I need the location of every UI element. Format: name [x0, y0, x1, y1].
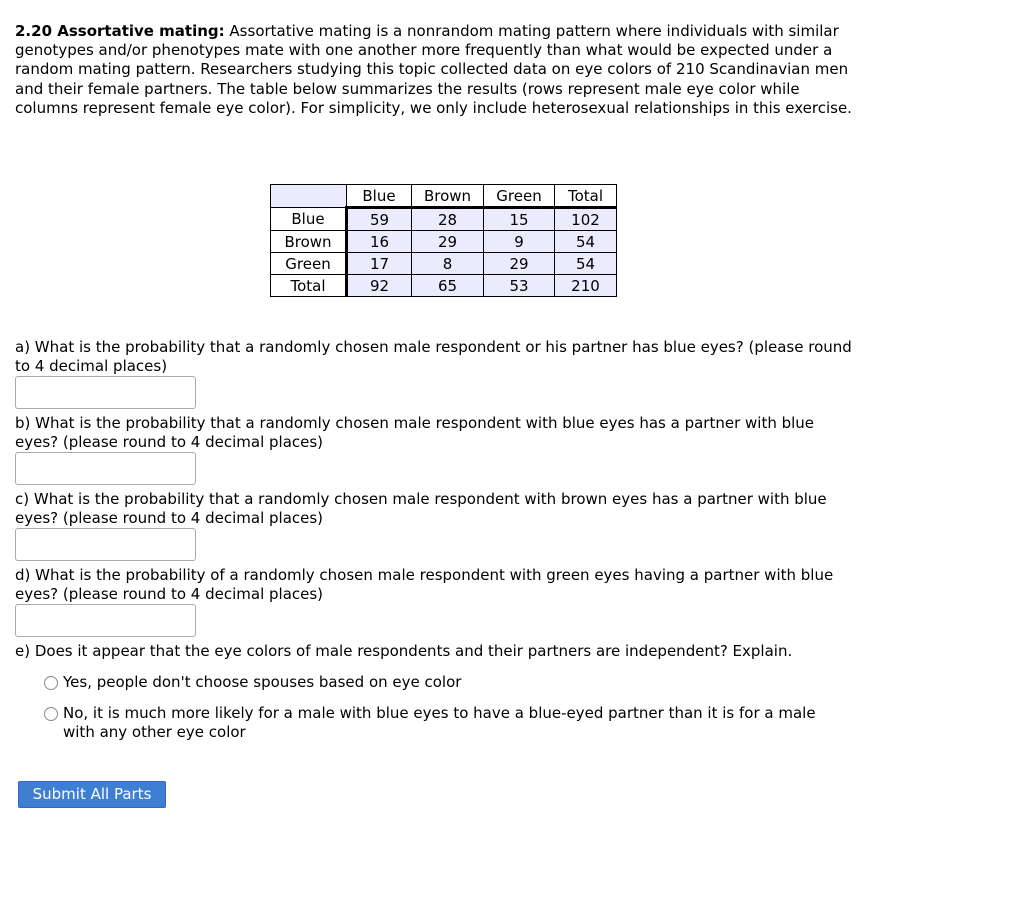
option-no-label: No, it is much more likely for a male with blue eyes to have a blue-eyed partner than it is for a male with any other eye color — [63, 704, 816, 742]
answer-a-input[interactable] — [15, 376, 196, 409]
table-cell: 17 — [347, 253, 412, 275]
problem-text: Assortative mating is a nonrandom mating pattern where individuals with similar genotypes and/or phenotypes mate with one another more frequently than what would be expected under a random mating pattern. Researchers studying this topic collected data on eye colors of 210 Scandinavian men and their female partners. The table below summarizes the results (rows represent male eye color while columns represent female eye color). For simplicity, we only include heterosexual relationships in this exercise. — [15, 22, 852, 117]
table-total-row — [271, 275, 617, 297]
question-c: c) What is the probability that a randomly chosen male respondent with brown eyes has a partner with blue eyes? (please round to 4 decimal places) — [15, 490, 827, 528]
radio-button-yes[interactable] — [44, 676, 58, 690]
table-corner-cell — [271, 185, 347, 208]
problem-statement — [15, 22, 855, 118]
question-d: d) What is the probability of a randomly chosen male respondent with green eyes having a partner with blue eyes? (please round to 4 decimal places) — [15, 566, 834, 604]
row-header: Blue — [271, 208, 347, 231]
table-cell: 8 — [412, 253, 484, 275]
option-yes[interactable] — [44, 673, 844, 692]
table-row — [271, 208, 617, 231]
contingency-table — [270, 184, 617, 297]
option-no[interactable] — [44, 704, 844, 742]
table-cell: 65 — [412, 275, 484, 297]
table-cell: 29 — [412, 231, 484, 253]
table-cell: 92 — [347, 275, 412, 297]
table-cell: 15 — [484, 208, 555, 231]
table-row — [271, 231, 617, 253]
answer-b-input[interactable] — [15, 452, 196, 485]
column-header: Blue — [347, 185, 412, 208]
problem-number: 2.20 Assortative mating: — [15, 22, 225, 40]
table-cell: 54 — [555, 231, 617, 253]
row-header: Total — [271, 275, 347, 297]
table-cell: 9 — [484, 231, 555, 253]
row-header: Brown — [271, 231, 347, 253]
table-cell: 16 — [347, 231, 412, 253]
table-cell: 54 — [555, 253, 617, 275]
column-header: Total — [555, 185, 617, 208]
problem-intro — [15, 22, 855, 118]
option-yes-label: Yes, people don't choose spouses based on eye color — [63, 673, 462, 691]
answer-c-input[interactable] — [15, 528, 196, 561]
table-cell: 29 — [484, 253, 555, 275]
table-cell: 53 — [484, 275, 555, 297]
column-header: Brown — [412, 185, 484, 208]
question-b: b) What is the probability that a randomly chosen male respondent with blue eyes has a partner with blue eyes? (please round to 4 decimal places) — [15, 414, 815, 452]
table-cell: 210 — [555, 275, 617, 297]
radio-button-no[interactable] — [44, 707, 58, 721]
question-e: e) Does it appear that the eye colors of male respondents and their partners are independent? Explain. — [15, 642, 793, 660]
table-cell: 59 — [347, 208, 412, 231]
table-header-row — [271, 185, 617, 208]
table-row — [271, 253, 617, 275]
table-cell: 28 — [412, 208, 484, 231]
submit-all-parts-button[interactable]: Submit All Parts — [18, 781, 166, 808]
question-a: a) What is the probability that a randomly chosen male respondent or his partner has blue eyes? (please round to 4 decimal places) — [15, 338, 852, 376]
answer-d-input[interactable] — [15, 604, 196, 637]
table-cell: 102 — [555, 208, 617, 231]
row-header: Green — [271, 253, 347, 275]
column-header: Green — [484, 185, 555, 208]
